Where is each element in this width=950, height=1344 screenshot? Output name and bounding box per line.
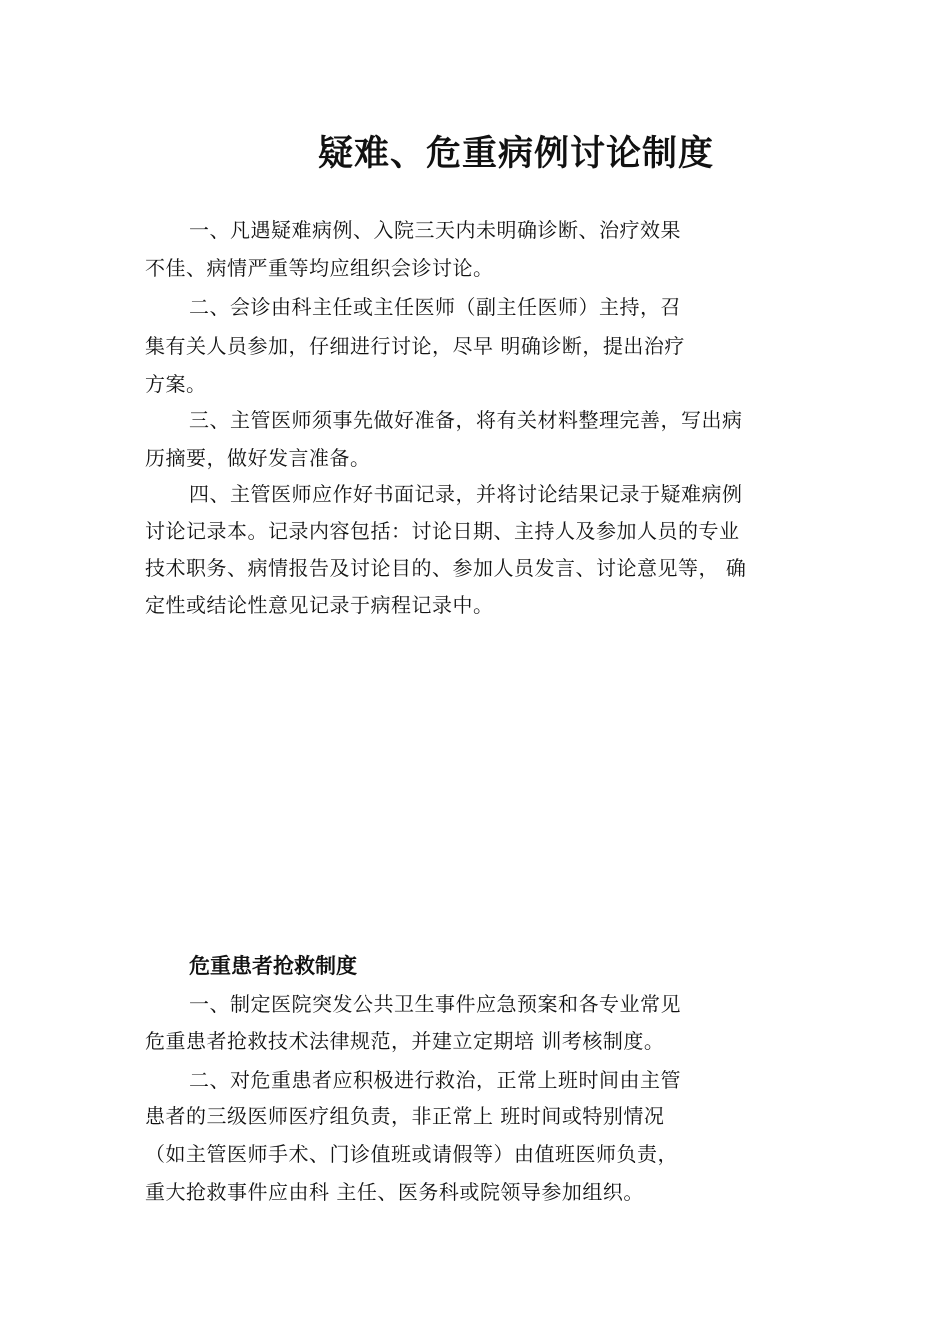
paragraph-line: 一、制定医院突发公共卫生事件应急预案和各专业常见 (189, 992, 681, 1016)
paragraph-line: （如主管医师手术、门诊值班或请假等）由值班医师负责， (145, 1142, 678, 1166)
paragraph-line: 四、主管医师应作好书面记录，并将讨论结果记录于疑难病例 (189, 482, 743, 506)
paragraph-line: 一、凡遇疑难病例、入院三天内未明确诊断、治疗效果 (189, 218, 681, 242)
paragraph-line: 技术职务、病情报告及讨论目的、参加人员发言、讨论意见等， 确 (145, 556, 747, 580)
paragraph-line: 患者的三级医师医疗组负责，非正常上 班时间或特别情况 (145, 1104, 665, 1128)
paragraph-line: 集有关人员参加，仔细进行讨论，尽早 明确诊断，提出治疗 (145, 334, 685, 358)
paragraph-line: 定性或结论性意见记录于病程记录中。 (145, 593, 494, 617)
paragraph-line: 二、会诊由科主任或主任医师（副主任医师）主持，召 (189, 295, 681, 319)
document-title: 疑难、危重病例讨论制度 (318, 134, 715, 174)
paragraph-line: 方案。 (145, 372, 207, 396)
paragraph-line: 重大抢救事件应由科 主任、医务科或院领导参加组织。 (145, 1180, 644, 1204)
paragraph-line: 历摘要，做好发言准备。 (145, 446, 371, 470)
paragraph-line: 危重患者抢救技术法律规范，并建立定期培 训考核制度。 (145, 1029, 665, 1053)
section-heading: 危重患者抢救制度 (189, 954, 357, 978)
paragraph-line: 三、主管医师须事先做好准备，将有关材料整理完善，写出病 (189, 408, 743, 432)
paragraph-line: 不佳、病情严重等均应组织会诊讨论。 (145, 256, 494, 280)
paragraph-line: 二、对危重患者应积极进行救治，正常上班时间由主管 (189, 1068, 681, 1092)
paragraph-line: 讨论记录本。记录内容包括：讨论日期、主持人及参加人员的专业 (145, 519, 740, 543)
